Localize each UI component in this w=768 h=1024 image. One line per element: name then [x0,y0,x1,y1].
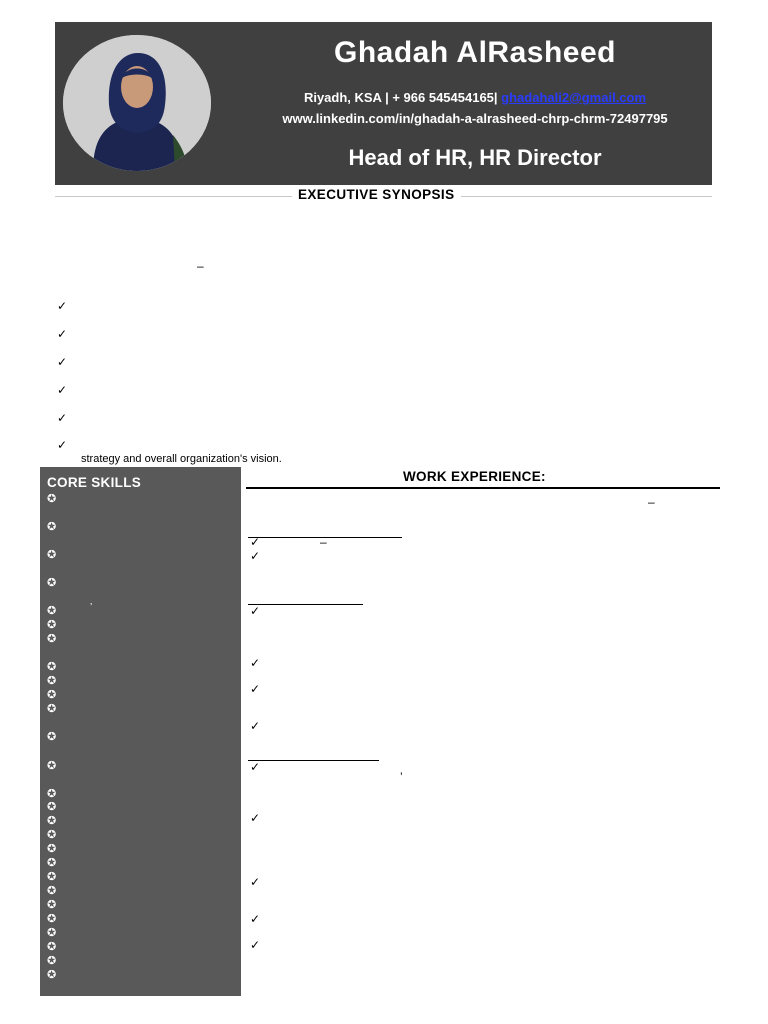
work-check: ✓ [250,938,261,952]
skill-bullet-icon: ✪ [47,843,57,855]
job-title-underline [248,604,363,605]
synopsis-check: ✓ [57,327,68,341]
work-dash: – [648,495,655,509]
work-check: ✓ [250,656,261,670]
work-dash: – [320,535,327,549]
header-banner [55,22,712,185]
contact-prefix: Riyadh, KSA | + 966 545454165| [303,90,502,105]
skill-bullet-icon: ✪ [47,913,57,925]
work-experience-heading: WORK EXPERIENCE: [403,469,546,484]
synopsis-check: ✓ [57,299,68,313]
linkedin-url[interactable]: www.linkedin.com/in/ghadah-a-alrasheed-chrp-chrm-72497795 [282,111,668,126]
work-check: ✓ [250,760,261,774]
skill-bullet-icon: ✪ [47,955,57,967]
work-check: ✓ [250,811,261,825]
skill-bullet-icon: ✪ [47,927,57,939]
skill-bullet-icon: ✪ [47,493,57,505]
skill-bullet-icon: ✪ [47,577,57,589]
core-skills-heading: CORE SKILLS [47,475,142,490]
synopsis-check: ✓ [57,355,68,369]
skill-bullet-icon: ✪ [47,703,57,715]
skill-bullet-icon: ✪ [47,857,57,869]
skill-bullet-icon: ✪ [47,661,57,673]
skill-bullet-icon: ✪ [47,829,57,841]
skill-bullet-icon: ✪ [47,619,57,631]
work-check: ✓ [250,912,261,926]
skill-bullet-icon: ✪ [47,801,57,813]
work-check: ✓ [250,682,261,696]
synopsis-tail-text: strategy and overall organization's vision. [81,453,282,465]
work-apostrophe: ’ [400,770,403,784]
contact-line [245,90,705,105]
skill-bullet-icon: ✪ [47,521,57,533]
skill-bullet-icon: ✪ [47,969,57,981]
synopsis-dash: – [197,259,204,273]
email-link[interactable]: ghadahali2@gmail.com [501,90,647,105]
job-title: Head of HR, HR Director [348,145,602,170]
job-title-underline [248,760,379,761]
work-experience-rule [246,487,720,489]
synopsis-check: ✓ [57,438,68,452]
synopsis-check: ✓ [57,411,68,425]
skill-bullet-icon: ✪ [47,871,57,883]
skill-bullet-icon: ✪ [47,885,57,897]
skill-bullet-icon: ✪ [47,633,57,645]
work-check: ✓ [250,604,261,618]
skill-bullet-icon: ✪ [47,941,57,953]
synopsis-check: ✓ [57,383,68,397]
skill-bullet-icon: ✪ [47,899,57,911]
skill-bullet-icon: ✪ [47,815,57,827]
synopsis-heading: EXECUTIVE SYNOPSIS [292,187,461,202]
profile-photo [63,35,211,171]
skill-bullet-icon: ✪ [47,760,57,772]
work-check: ✓ [250,875,261,889]
skill-bullet-icon: ✪ [47,788,57,800]
skill-bullet-icon: ✪ [47,549,57,561]
candidate-name: Ghadah AlRasheed [334,36,616,69]
skill-bullet-icon: ✪ [47,675,57,687]
skill-bullet-icon: ✪ [47,605,57,617]
skill-bullet-icon: ✪ [47,731,57,743]
skill-apostrophe: ’ [90,602,93,613]
work-check: ✓ [250,549,261,563]
core-skills-panel [40,467,241,996]
work-check: ✓ [250,719,261,733]
skill-bullet-icon: ✪ [47,689,57,701]
work-check: ✓ [250,535,261,549]
